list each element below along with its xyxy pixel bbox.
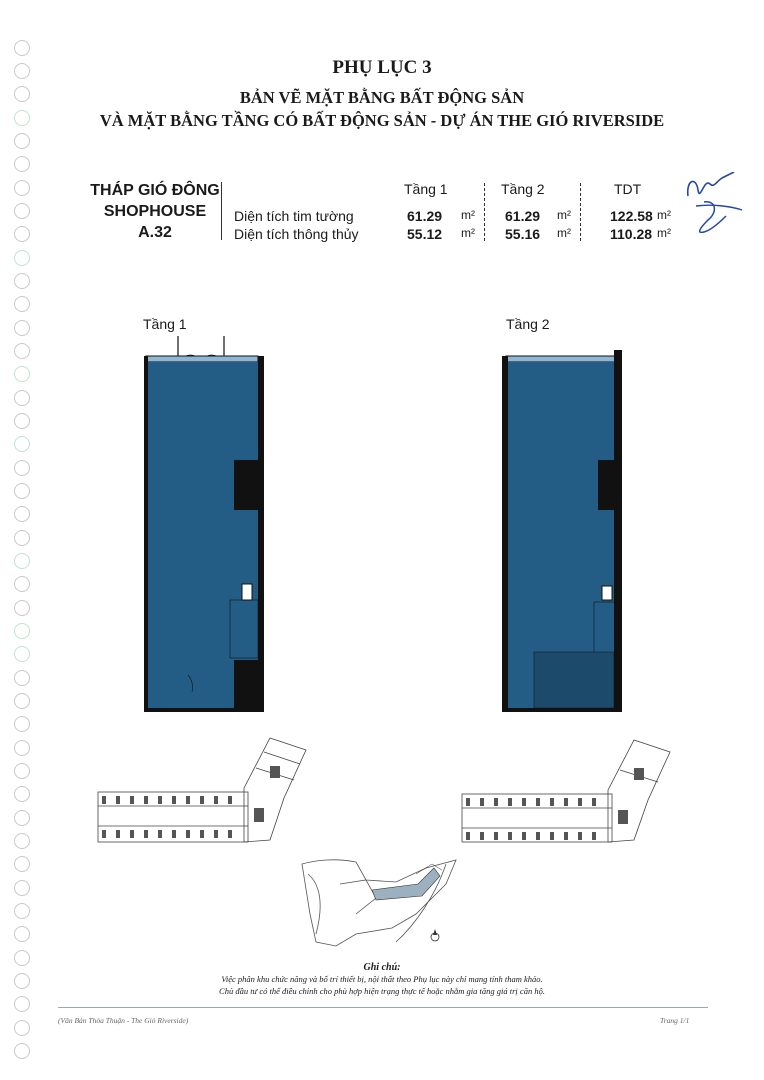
wall-area-floor2: 61.29 <box>505 208 541 224</box>
unit-label: m² <box>657 208 671 222</box>
unit-label: m² <box>461 208 475 222</box>
binder-hole <box>14 1020 30 1036</box>
appendix-title: PHỤ LỤC 3 <box>332 57 432 78</box>
binder-hole <box>14 40 30 56</box>
unit-type: SHOPHOUSE <box>103 203 207 220</box>
binder-hole <box>14 320 30 336</box>
binder-hole <box>14 180 30 196</box>
info-divider <box>221 182 222 240</box>
wall-area-total: 122.58 <box>610 208 653 224</box>
binder-hole <box>14 763 30 779</box>
binder-hole <box>14 203 30 219</box>
document-subtitle-line2: VÀ MẶT BẰNG TẦNG CÓ BẤT ĐỘNG SẢN - DỰ ÁN THE GIÓ RIVERSIDE <box>99 111 665 130</box>
floor2-plan <box>498 346 630 716</box>
row-clear-area-label: Diện tích thông thủy <box>234 226 359 242</box>
binder-hole <box>14 1043 30 1059</box>
binder-hole <box>14 366 30 382</box>
binder-hole <box>14 670 30 686</box>
floor2-plan-label: Tầng 2 <box>506 316 550 332</box>
unit-label: m² <box>557 226 571 240</box>
binder-hole <box>14 226 30 242</box>
clear-area-floor1: 55.12 <box>407 226 443 242</box>
column-floor2: Tầng 2 <box>501 181 545 197</box>
binder-hole <box>14 553 30 569</box>
north-arrow-icon <box>428 928 442 944</box>
binder-hole <box>14 833 30 849</box>
binder-hole <box>14 623 30 639</box>
notes-line2: Chủ đầu tư có thể điều chỉnh cho phù hợp hiện trạng thực tế hoặc nhằm gia tăng giá trị căn hộ. <box>219 986 545 996</box>
binder-hole <box>14 716 30 732</box>
binder-hole <box>14 880 30 896</box>
binder-hole <box>14 133 30 149</box>
binder-hole <box>14 156 30 172</box>
footer-divider <box>58 1007 708 1008</box>
binder-hole <box>14 926 30 942</box>
binder-hole <box>14 483 30 499</box>
binder-hole <box>14 296 30 312</box>
floor1-plan <box>138 330 270 716</box>
binder-hole <box>14 786 30 802</box>
unit-label: m² <box>461 226 475 240</box>
wall-area-floor1: 61.29 <box>407 208 443 224</box>
clear-area-total: 110.28 <box>610 226 653 242</box>
column-total: TDT <box>614 181 642 197</box>
binder-hole <box>14 343 30 359</box>
notes-line1: Việc phân khu chức năng và bố trí thiết bị, nội thất theo Phụ lục này chỉ mang tính tham khảo. <box>221 974 543 984</box>
binder-hole <box>14 856 30 872</box>
column-divider <box>484 183 485 241</box>
unit-code: A.32 <box>138 224 172 241</box>
unit-label: m² <box>557 208 571 222</box>
binder-hole <box>14 600 30 616</box>
binder-hole <box>14 646 30 662</box>
binder-hole <box>14 413 30 429</box>
binder-hole <box>14 273 30 289</box>
row-wall-area-label: Diện tích tim tường <box>234 208 354 224</box>
binder-hole <box>14 460 30 476</box>
binder-hole <box>14 903 30 919</box>
binder-hole <box>14 506 30 522</box>
unit-label: m² <box>657 226 671 240</box>
binder-hole <box>14 436 30 452</box>
floor2-key-plan <box>458 734 680 848</box>
footer-document-name: (Văn Bản Thỏa Thuận - The Gió Riverside) <box>58 1016 189 1025</box>
binder-hole <box>14 530 30 546</box>
column-floor1: Tầng 1 <box>404 181 448 197</box>
binder-hole <box>14 576 30 592</box>
floor1-key-plan <box>94 728 316 848</box>
column-divider <box>580 183 581 241</box>
notes-title: Ghi chú: <box>363 962 401 973</box>
handwritten-signature <box>682 172 744 238</box>
clear-area-floor2: 55.16 <box>505 226 541 242</box>
binder-hole <box>14 740 30 756</box>
binder-hole <box>14 693 30 709</box>
binder-hole <box>14 390 30 406</box>
binder-hole <box>14 810 30 826</box>
tower-name: THÁP GIÓ ĐÔNG <box>90 182 220 199</box>
site-plan <box>296 854 468 952</box>
footer-page-number: Trang 1/1 <box>660 1016 690 1025</box>
binder-hole <box>14 250 30 266</box>
floor1-plan-label: Tầng 1 <box>143 316 187 332</box>
binder-hole <box>14 996 30 1012</box>
document-subtitle-line1: BẢN VẼ MẶT BẰNG BẤT ĐỘNG SẢN <box>239 88 525 107</box>
